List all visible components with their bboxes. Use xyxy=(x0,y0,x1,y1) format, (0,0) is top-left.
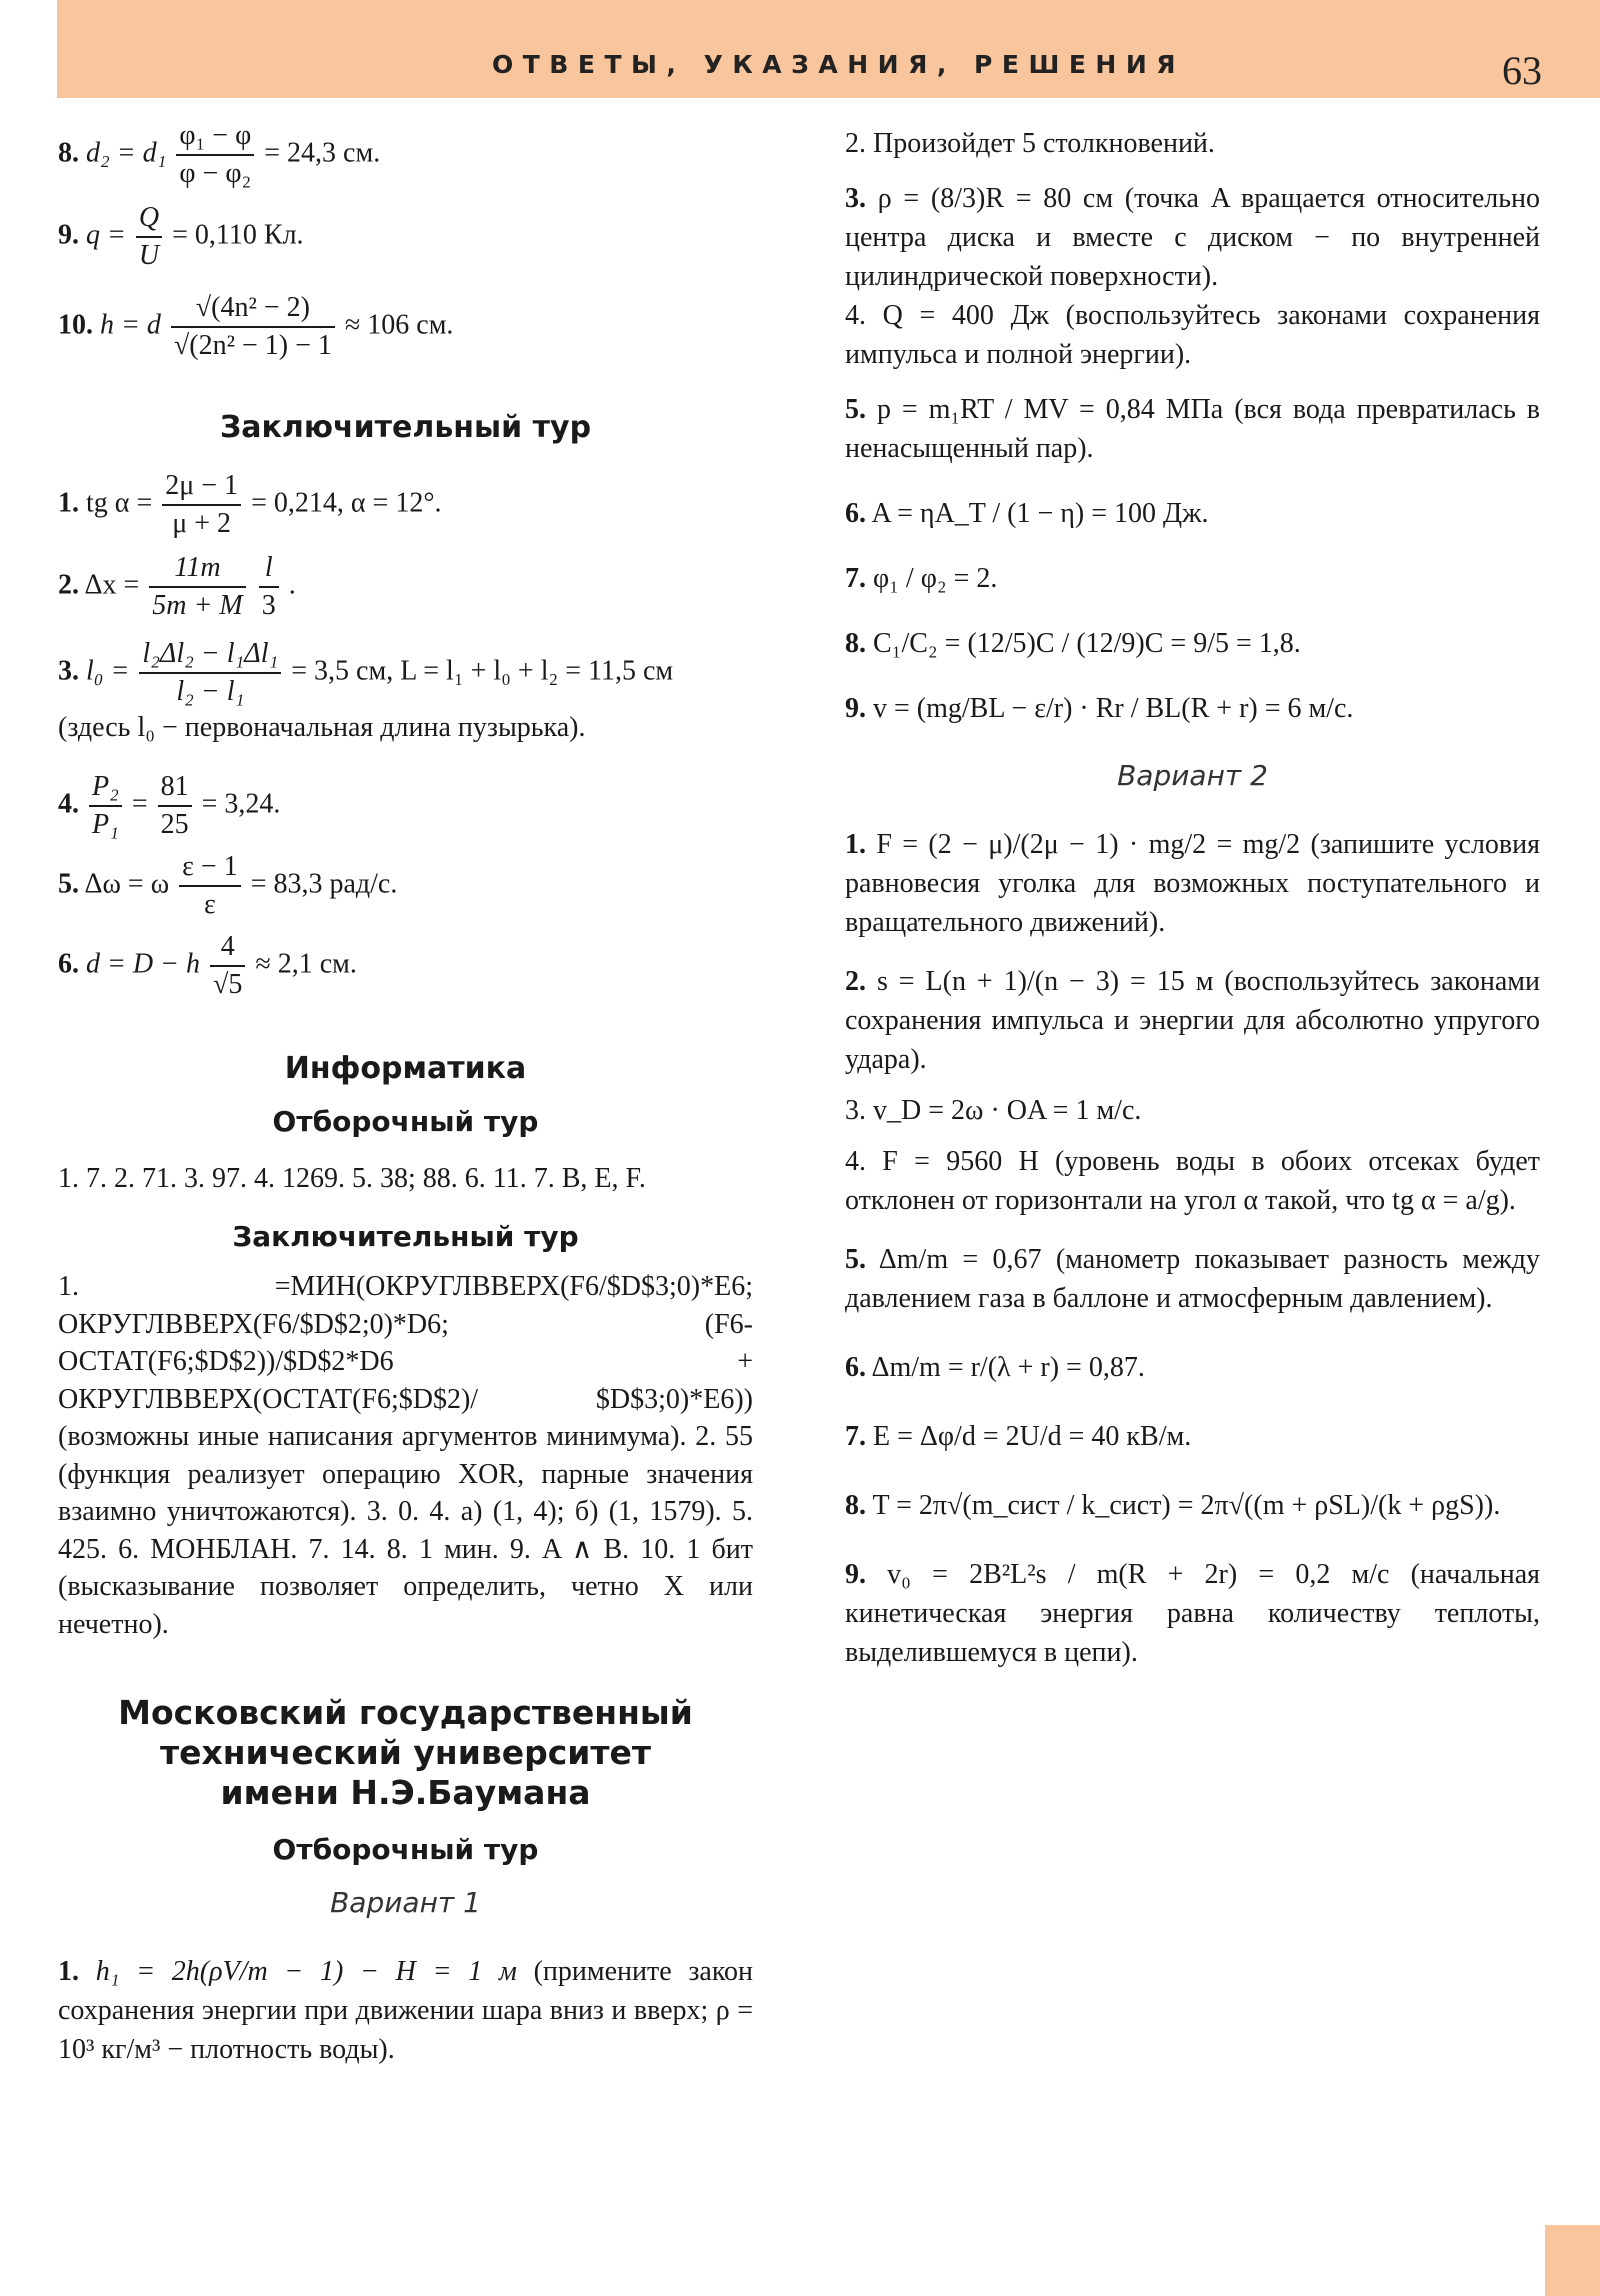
answer-number: 8. xyxy=(845,1490,866,1521)
answer-9 xyxy=(845,689,1540,728)
formula-lhs: d = D − h xyxy=(86,948,201,980)
corner-tab xyxy=(1545,2225,1600,2296)
denominator: μ + 2 xyxy=(172,508,232,539)
answer-number: 5. xyxy=(845,394,866,425)
formula: E = Δφ/d = 2U/d = 40 кВ/м. xyxy=(873,1421,1192,1452)
university-title-line1: Московский государственный xyxy=(118,1693,693,1732)
formula: ρ = (8/3)R = 80 см xyxy=(877,183,1114,214)
answer-8 xyxy=(58,118,753,190)
variant2-answer-6 xyxy=(845,1348,1540,1387)
running-title: ОТВЕТЫ, УКАЗАНИЯ, РЕШЕНИЯ xyxy=(492,50,1186,79)
formula-rhs: = 0,214, α = 12°. xyxy=(251,487,442,519)
final-answer-5 xyxy=(58,849,753,925)
answer-7 xyxy=(845,559,1540,598)
answer-number: 2. xyxy=(58,569,79,601)
formula-lhs: l₀ = xyxy=(86,655,130,687)
formula: p = m₁RT / MV = 0,84 МПа xyxy=(876,394,1224,425)
formula: h₁ = 2h(ρV/m − 1) − H = 1 м xyxy=(95,1956,517,1987)
formula-lhs: d₂ = d₁ xyxy=(86,137,167,169)
formula-rhs: = 3,24. xyxy=(201,788,281,820)
fraction xyxy=(139,636,281,710)
numerator: √(4n² − 2) xyxy=(171,290,335,328)
formula: s = L(n + 1)/(n − 3) = 15 м xyxy=(876,966,1214,997)
university-title-line2: технический университет xyxy=(159,1733,652,1772)
answer-number: 6. xyxy=(845,1352,866,1383)
formula: v₀ = 2B²L²s / m(R + 2r) = 0,2 м/с xyxy=(887,1559,1390,1590)
answer-6 xyxy=(845,494,1540,533)
answer-note: (манометр показывает разность между давлением газа в баллоне и атмосферным давлением). xyxy=(845,1244,1540,1314)
fraction xyxy=(89,769,122,843)
fraction xyxy=(162,468,241,542)
answer-8 xyxy=(845,624,1540,663)
variant-heading: Вариант 2 xyxy=(1117,759,1268,792)
answer-note: (вся вода превратилась в ненасыщенный пар). xyxy=(845,394,1541,464)
numerator: ε − 1 xyxy=(179,849,241,887)
formula: C₁/C₂ = (12/5)C / (12/9)C = 9/5 = 1,8. xyxy=(873,628,1301,659)
formula: A = ηA_T / (1 − η) = 100 Дж. xyxy=(871,498,1209,529)
answer-number: 5. xyxy=(845,1244,866,1275)
informatics-selection-answers: 1. 7. 2. 71. 3. 97. 4. 1269. 5. 38; 88. 6. 11. 7. B, E, F. xyxy=(58,1163,646,1194)
formula-rhs: . xyxy=(288,569,296,601)
formula-rhs: ≈ 106 см. xyxy=(344,309,454,341)
numerator: φ₁ − φ xyxy=(176,118,254,156)
fraction xyxy=(259,550,279,624)
variant2-answer-5 xyxy=(845,1240,1540,1318)
page-number: 63 xyxy=(1502,48,1542,93)
answer-number: 6. xyxy=(845,498,866,529)
numerator: Q xyxy=(136,200,162,238)
formula-lhs: h = d xyxy=(100,309,161,341)
formula-lhs: q = xyxy=(86,219,126,251)
numerator: P₂ xyxy=(89,769,122,807)
final-answer-3 xyxy=(58,636,753,710)
denominator: l₂ − l₁ xyxy=(176,676,245,707)
denominator: 3 xyxy=(261,590,276,621)
fraction xyxy=(158,769,192,843)
formula: F = (2 − μ)/(2μ − 1) · mg/2 = mg/2 xyxy=(876,829,1301,860)
variant-heading: Вариант 1 xyxy=(330,1886,481,1919)
numerator: 11m xyxy=(149,550,245,588)
formula-rhs: = 3,5 см, L = l₁ + l₀ + l₂ = 11,5 см xyxy=(291,655,674,687)
answer-note: (примените закон сохранения энергии при движении шара вниз и вверх; ρ = 10³ кг/м³ − плотность воды). xyxy=(58,1956,754,2065)
variant2-answer-4: 4. F = 9560 Н (уровень воды в обоих отсеках будет отклонен от горизонтали на угол α такой, что tg α = a/g). xyxy=(845,1146,1540,1216)
page-header xyxy=(57,0,1600,98)
answer-note: (начальная кинетическая энергия равна количеству теплоты, выделившемуся в цепи). xyxy=(845,1559,1541,1668)
denominator: U xyxy=(138,240,160,271)
round-heading: Отборочный тур xyxy=(272,1105,539,1138)
round-heading: Заключительный тур xyxy=(232,1220,579,1253)
subject-heading: Информатика xyxy=(284,1051,527,1086)
numerator: 4 xyxy=(210,929,245,967)
answer-note: (запишите условия равновесия уголка для возможных поступательного и вращательного движений). xyxy=(845,829,1541,938)
denominator: 25 xyxy=(160,809,189,840)
answer-number: 7. xyxy=(845,563,866,594)
university-title-line3: имени Н.Э.Баумана xyxy=(220,1773,591,1812)
numerator: 81 xyxy=(158,769,192,807)
answer-number: 6. xyxy=(58,948,79,980)
variant2-answer-9 xyxy=(845,1555,1540,1672)
answer-number: 8. xyxy=(845,628,866,659)
variant1-answer-1 xyxy=(58,1952,753,2069)
answer-4: 4. Q = 400 Дж (воспользуйтесь законами сохранения импульса и полной энергии). xyxy=(845,300,1540,370)
variant2-answer-1 xyxy=(845,825,1540,942)
fraction xyxy=(179,849,241,923)
formula-rhs: ≈ 2,1 см. xyxy=(255,948,357,980)
answer-5 xyxy=(845,390,1540,468)
answer-3 xyxy=(845,179,1540,296)
answer-9 xyxy=(58,200,753,280)
formula-lhs: Δω = ω xyxy=(84,868,170,900)
denominator: P₁ xyxy=(92,809,119,840)
denominator: 5m + M xyxy=(152,590,243,621)
fraction xyxy=(171,290,335,364)
right-column xyxy=(845,118,1540,1672)
numerator: 2μ − 1 xyxy=(162,468,241,506)
variant2-answer-7 xyxy=(845,1417,1540,1456)
formula: Δm/m = 0,67 xyxy=(878,1244,1042,1275)
answer-number: 8. xyxy=(58,137,79,169)
numerator: l xyxy=(259,550,279,588)
formula: Δm/m = r/(λ + r) = 0,87. xyxy=(871,1352,1145,1383)
denominator: ε xyxy=(204,889,216,920)
answer-number: 5. xyxy=(58,868,79,900)
numerator: l₂Δl₂ − l₁Δl₁ xyxy=(139,636,281,674)
formula-rhs: = 0,110 Кл. xyxy=(172,219,304,251)
answer-number: 9. xyxy=(58,219,79,251)
formula-lhs: tg α = xyxy=(86,487,153,519)
answer-number: 1. xyxy=(845,829,866,860)
fraction xyxy=(176,118,254,192)
answer-note: (воспользуйтесь законами сохранения импульса и энергии для абсолютно упругого удара). xyxy=(845,966,1541,1075)
variant2-answer-2 xyxy=(845,962,1540,1079)
variant2-answer-3: 3. v_D = 2ω · OA = 1 м/с. xyxy=(845,1095,1142,1126)
final-answer-2 xyxy=(58,550,753,628)
fraction xyxy=(136,200,162,274)
denominator: √5 xyxy=(213,969,243,1000)
formula: T = 2π√(m_сист / k_сист) = 2π√((m + ρSL)/(k + ρgS)). xyxy=(872,1490,1501,1521)
answer-number: 1. xyxy=(58,487,79,519)
answer-number: 2. xyxy=(845,966,866,997)
final-answer-1 xyxy=(58,468,753,546)
final-note-3: (здесь l₀ − первоначальная длина пузырька). xyxy=(58,712,586,743)
answer-number: 1. xyxy=(58,1956,79,1987)
answer-number: 7. xyxy=(845,1421,866,1452)
fraction xyxy=(149,550,245,624)
formula-rhs: = 83,3 рад/с. xyxy=(250,868,398,900)
answer-number: 10. xyxy=(58,309,93,341)
formula: φ₁ / φ₂ = 2. xyxy=(873,563,998,594)
formula: v = (mg/BL − ε/r) · Rr / BL(R + r) = 6 м/с. xyxy=(873,693,1354,724)
answer-note: (точка A вращается относительно центра диска и вместе с диском − по внутренней цилиндрической поверхности). xyxy=(845,183,1541,292)
final-answer-4: 4. $\frac{\text{P₂}}{\text{P₁}}$ = $\frac{81}{25}$ = 3,24. xyxy=(58,769,753,847)
denominator: √(2n² − 1) − 1 xyxy=(173,330,332,361)
informatics-final-answers: 1. =МИН(ОКРУГЛВВЕРХ(F6/$D$3;0)*E6; ОКРУГЛВВЕРХ(F6/$D$2;0)*D6; (F6-ОСТАТ(F6;$D$2))/$D$2*D6 + ОКРУГЛВВЕРХ(ОСТАТ(F6;$D$2)/ $D$3;0)*E6)) (возможны иные написания аргументов минимума). 2. 55 (функция реализует операцию XOR, парные значения взаимно уничтожаются). 3. 0. 4. а) (1, 4); б) (1, 1579). 5. 425. 6. МОНБЛАН. 7. 14. 8. 1 мин. 9. A ∧ B. 10. 1 бит (высказывание позволяет определить, четно X или нечетно). xyxy=(58,1271,753,1640)
fraction xyxy=(210,929,245,1003)
answer-number: 9. xyxy=(845,693,866,724)
answer-number: 9. xyxy=(845,1559,866,1590)
answer-2: 2. Произойдет 5 столкновений. xyxy=(845,128,1215,159)
final-answer-6 xyxy=(58,929,753,1009)
answer-number: 3. xyxy=(58,655,79,687)
round-heading: Отборочный тур xyxy=(272,1833,539,1866)
section-heading: Заключительный тур xyxy=(219,410,592,445)
formula-rhs: = 24,3 см. xyxy=(264,137,381,169)
variant2-answer-8 xyxy=(845,1486,1540,1525)
answer-10 xyxy=(58,290,753,380)
answer-number: 4. xyxy=(58,788,79,820)
left-column xyxy=(58,118,753,2069)
answer-number: 3. xyxy=(845,183,866,214)
denominator: φ − φ₂ xyxy=(179,158,252,189)
formula-lhs: Δx = xyxy=(84,569,140,601)
